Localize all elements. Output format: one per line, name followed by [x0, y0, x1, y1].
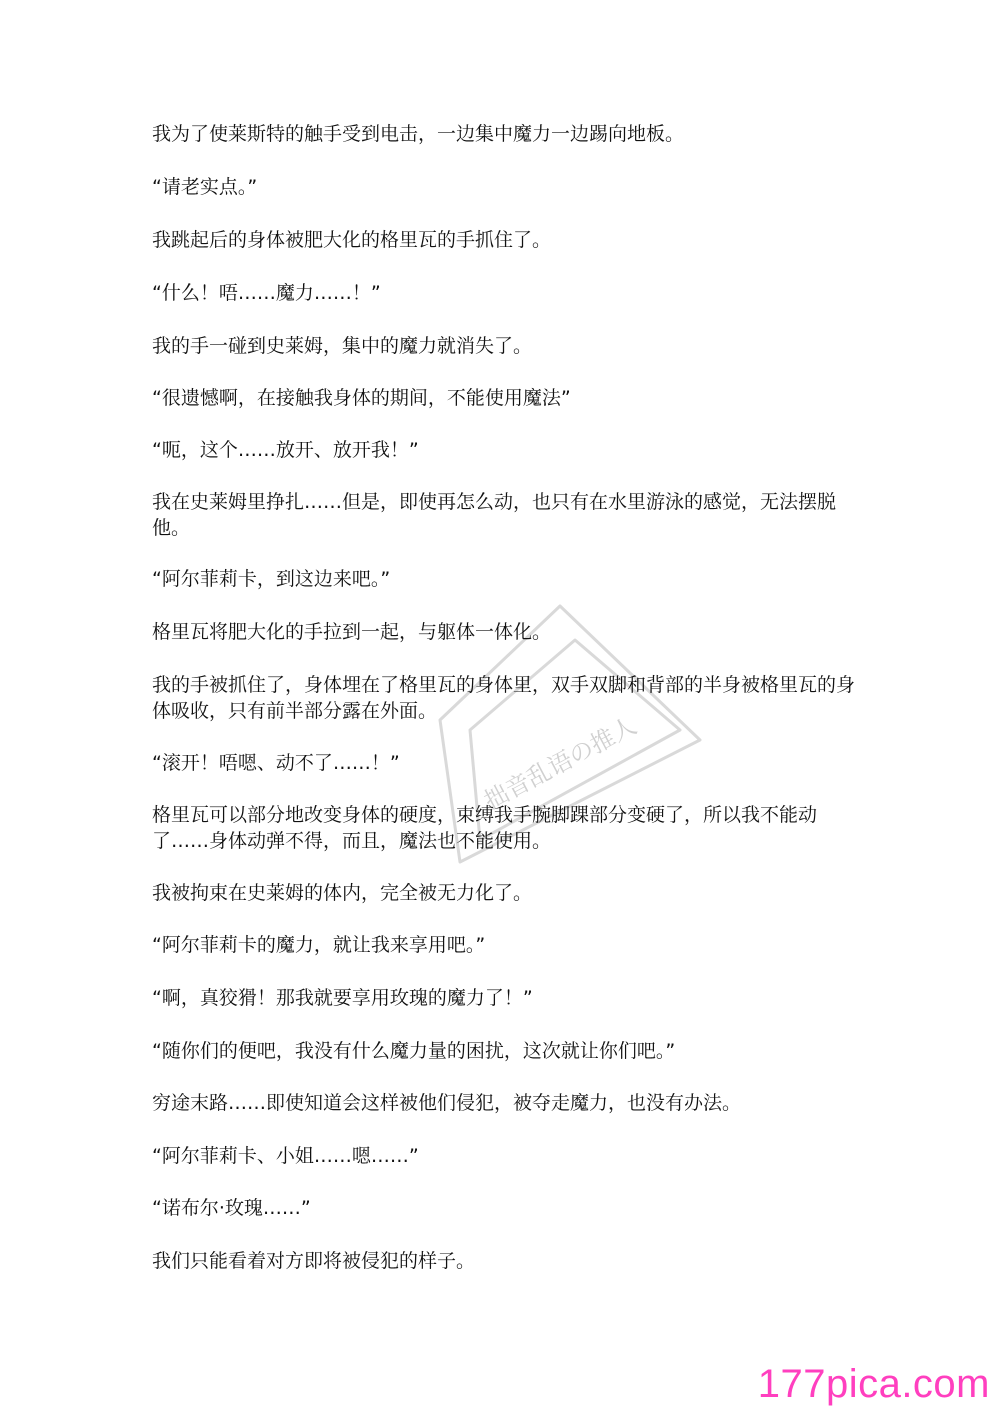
paragraph-10: 格里瓦将肥大化的手拉到一起，与躯体一体化。 [152, 621, 552, 643]
paragraph-15: “阿尔菲莉卡的魔力，就让我来享用吧。” [152, 934, 486, 956]
paragraph-8: 我在史莱姆里挣扎……但是，即使再怎么动，也只有在水里游泳的感觉，无法摆脱他。 [152, 491, 837, 539]
paragraph-12: “滚开！唔嗯、动不了……！” [152, 752, 400, 774]
paragraph-13: 格里瓦可以部分地改变身体的硬度，束缚我手腕脚踝部分变硬了，所以我不能动了……身体动弹不得，而且，魔法也不能使用。 [152, 804, 818, 852]
paragraph-3: 我跳起后的身体被肥大化的格里瓦的手抓住了。 [152, 229, 552, 251]
paragraph-18: 穷途末路……即使知道会这样被他们侵犯，被夺走魔力，也没有办法。 [152, 1092, 742, 1114]
paragraph-4: “什么！唔……魔力……！” [152, 282, 381, 304]
paragraph-17: “随你们的便吧，我没有什么魔力量的困扰，这次就让你们吧。” [152, 1040, 676, 1062]
site-watermark-logo: 177pica.com [757, 1362, 990, 1406]
paragraph-21: 我们只能看着对方即将被侵犯的样子。 [152, 1250, 476, 1272]
paragraph-6: “很遗憾啊，在接触我身体的期间，不能使用魔法” [152, 387, 571, 409]
paragraph-2: “请老实点。” [152, 176, 258, 198]
watermark-text: 拙音乱语の推人 [479, 711, 642, 816]
paragraph-16: “啊，真狡猾！那我就要享用玫瑰的魔力了！” [152, 987, 533, 1009]
paragraph-9: “阿尔菲莉卡，到这边来吧。” [152, 568, 391, 590]
paragraph-19: “阿尔菲莉卡、小姐……嗯……” [152, 1145, 419, 1167]
paragraph-11: 我的手被抓住了，身体埋在了格里瓦的身体里，双手双脚和背部的半身被格里瓦的身体吸收，只有前半部分露在外面。 [152, 674, 856, 722]
paragraph-14: 我被拘束在史莱姆的体内，完全被无力化了。 [152, 882, 533, 904]
paragraph-7: “呃，这个……放开、放开我！” [152, 439, 419, 461]
paragraph-20: “诺布尔·玫瑰……” [152, 1197, 311, 1219]
paragraph-5: 我的手一碰到史莱姆，集中的魔力就消失了。 [152, 335, 533, 357]
paragraph-1: 我为了使莱斯特的触手受到电击，一边集中魔力一边踢向地板。 [152, 123, 685, 145]
